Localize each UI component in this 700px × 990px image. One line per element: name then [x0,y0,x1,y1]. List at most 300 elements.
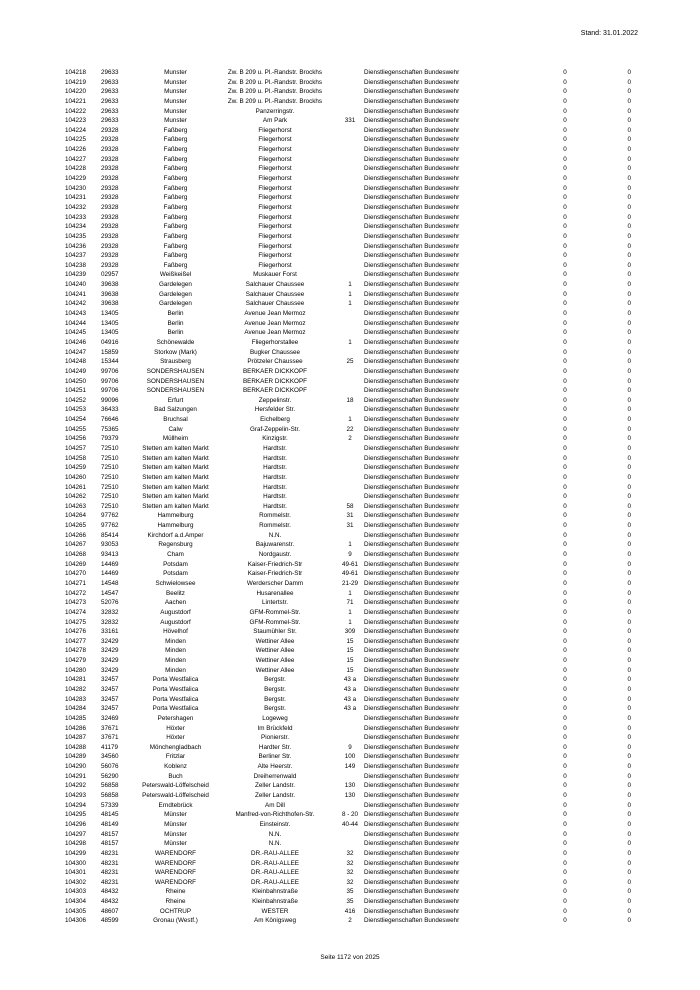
value-a: 0 [563,367,567,375]
row-id: 104263 [65,502,87,510]
house-number: 32 [346,859,354,867]
value-a: 0 [563,232,567,240]
city: Mönchengladbach [149,743,202,751]
table-row [65,328,631,338]
city: Faßberg [163,213,188,221]
street: Kleinbahnstraße [252,888,298,896]
city: Minden [165,647,186,655]
street: Fliegerhorst [258,146,292,154]
value-b: 0 [627,367,631,375]
postal-code: 75365 [101,425,119,433]
house-number: 43 a [343,705,357,713]
property-type: Dienstliegenschaften Bundeswehr [364,560,460,568]
value-a: 0 [563,705,567,713]
row-id: 104229 [65,175,87,183]
house-number [336,386,364,396]
table-row [65,309,631,319]
row-id: 104300 [65,859,87,867]
value-a: 0 [563,425,567,433]
property-type: Dienstliegenschaften Bundeswehr [364,830,460,838]
value-a: 0 [563,599,567,607]
value-a: 0 [563,271,567,279]
value-a: 0 [563,811,567,819]
row-id: 104225 [65,136,87,144]
street: Am Dill [265,801,285,809]
value-a: 0 [563,666,567,674]
city: Faßberg [163,146,188,154]
house-number [336,203,364,213]
value-a: 0 [563,551,567,559]
postal-code: 29633 [101,88,119,96]
city: Porta Westfalica [152,705,199,713]
postal-code: 29328 [101,232,119,240]
property-table [65,68,631,926]
street: Hardter Str. [258,743,292,751]
house-number: 130 [344,782,356,790]
street: Kinzigstr. [262,435,288,443]
street: Dreiherrenwald [253,772,297,780]
street: Kaiser-Friedrich-Str [247,570,303,578]
postal-code: 13405 [101,310,119,318]
property-type: Dienstliegenschaften Bundeswehr [364,146,460,154]
value-b: 0 [627,589,631,597]
property-type: Dienstliegenschaften Bundeswehr [364,69,460,76]
house-number: 331 [344,117,356,125]
value-b: 0 [627,792,631,800]
street: DR.-RAU-ALLEE [251,859,299,867]
postal-code: 34560 [101,753,119,761]
postal-code: 29633 [101,107,119,115]
street: Fliegerhorst [258,252,292,260]
city: Peterswald-Löffelscheid [142,782,209,790]
city: Munster [164,97,187,105]
house-number [336,444,364,454]
row-id: 104286 [65,724,87,732]
city: Bad Salzungen [154,406,197,414]
value-a: 0 [563,628,567,636]
row-id: 104284 [65,705,87,713]
postal-code: 14547 [101,589,119,597]
property-type: Dienstliegenschaften Bundeswehr [364,695,460,703]
row-id: 104277 [65,637,87,645]
property-type: Dienstliegenschaften Bundeswehr [364,377,460,385]
row-id: 104264 [65,512,87,520]
postal-code: 14469 [101,560,119,568]
property-type: Dienstliegenschaften Bundeswehr [364,155,460,163]
value-b: 0 [627,300,631,308]
property-type: Dienstliegenschaften Bundeswehr [364,319,460,327]
value-b: 0 [627,512,631,520]
value-a: 0 [563,300,567,308]
property-type: Dienstliegenschaften Bundeswehr [364,763,460,771]
value-a: 0 [563,869,567,877]
value-b: 0 [627,69,631,76]
city: Berlin [167,329,184,337]
row-id: 104239 [65,271,87,279]
house-number: 31 [346,522,354,530]
city: Buch [168,772,183,780]
property-type: Dienstliegenschaften Bundeswehr [364,483,460,491]
table-row [65,116,631,126]
street: Rommelstr. [259,512,291,520]
row-id: 104305 [65,907,87,915]
table-row [65,704,631,714]
row-id: 104218 [65,69,87,76]
postal-code: 72510 [101,493,119,501]
value-a: 0 [563,888,567,896]
street: Graf-Zeppelin-Str. [249,425,301,433]
property-type: Dienstliegenschaften Bundeswehr [364,772,460,780]
city: SONDERSHAUSEN [146,367,205,375]
value-b: 0 [627,396,631,404]
property-type: Dienstliegenschaften Bundeswehr [364,406,460,414]
property-type: Dienstliegenschaften Bundeswehr [364,107,460,115]
city: Schwielowsee [155,579,196,587]
city: Peterswald-Löffelscheid [142,792,209,800]
value-a: 0 [563,358,567,366]
city: Faßberg [163,136,188,144]
table-row [65,550,631,560]
property-type: Dienstliegenschaften Bundeswehr [364,792,460,800]
city: Erndtebrück [158,801,193,809]
property-type: Dienstliegenschaften Bundeswehr [364,917,460,925]
row-id: 104233 [65,213,87,221]
postal-code: 48231 [101,859,119,867]
property-type: Dienstliegenschaften Bundeswehr [364,329,460,337]
value-a: 0 [563,743,567,751]
page-number: Seite 1172 von 2025 [320,954,380,961]
property-type: Dienstliegenschaften Bundeswehr [364,223,460,231]
city: Cham [167,551,184,559]
row-id: 104251 [65,387,87,395]
property-type: Dienstliegenschaften Bundeswehr [364,310,460,318]
value-a: 0 [563,194,567,202]
property-type: Dienstliegenschaften Bundeswehr [364,676,460,684]
value-b: 0 [627,686,631,693]
table-row [65,685,631,695]
value-a: 0 [563,252,567,260]
city: Faßberg [163,223,188,231]
street: Prötzeler Chaussee [247,358,303,366]
house-number: 1 [348,541,352,549]
value-b: 0 [627,155,631,163]
city: Stetten am kalten Markt [142,444,209,452]
property-type: Dienstliegenschaften Bundeswehr [364,570,460,578]
property-type: Dienstliegenschaften Bundeswehr [364,849,460,857]
property-type: Dienstliegenschaften Bundeswehr [364,203,460,211]
value-a: 0 [563,763,567,771]
table-row [65,820,631,830]
row-id: 104266 [65,531,87,539]
city: Münster [164,820,187,828]
city: Hammelburg [157,512,194,520]
value-a: 0 [563,618,567,626]
value-b: 0 [627,444,631,452]
city: WARENDORF [154,878,197,886]
row-id: 104276 [65,628,87,636]
value-b: 0 [627,647,631,655]
city: Munster [164,69,187,76]
property-type: Dienstliegenschaften Bundeswehr [364,628,460,636]
value-a: 0 [563,97,567,105]
postal-code: 29328 [101,126,119,134]
value-b: 0 [627,541,631,549]
value-b: 0 [627,223,631,231]
house-number: 130 [344,792,356,800]
city: SONDERSHAUSEN [146,377,205,385]
postal-code: 14548 [101,579,119,587]
value-a: 0 [563,146,567,154]
city: Rheine [165,898,186,906]
table-row [65,377,631,387]
value-a: 0 [563,454,567,462]
value-a: 0 [563,69,567,76]
property-type: Dienstliegenschaften Bundeswehr [364,753,460,761]
value-a: 0 [563,560,567,568]
table-row [65,78,631,88]
value-a: 0 [563,512,567,520]
street: Bergstr. [264,695,286,703]
house-number: 43 a [343,695,357,703]
value-b: 0 [627,232,631,240]
postal-code: 32832 [101,608,119,616]
street: Hersfelder Str. [254,406,296,414]
house-number: 15 [346,647,354,655]
house-number: 1 [348,589,352,597]
value-a: 0 [563,78,567,86]
value-a: 0 [563,801,567,809]
property-type: Dienstliegenschaften Bundeswehr [364,396,460,404]
value-b: 0 [627,637,631,645]
postal-code: 29633 [101,69,119,76]
street: DR.-RAU-ALLEE [251,849,299,857]
postal-code: 32429 [101,657,119,665]
property-type: Dienstliegenschaften Bundeswehr [364,801,460,809]
house-number [336,454,364,464]
postal-code: 56858 [101,782,119,790]
property-type: Dienstliegenschaften Bundeswehr [364,888,460,896]
house-number: 100 [344,753,356,761]
value-a: 0 [563,541,567,549]
value-b: 0 [627,811,631,819]
value-b: 0 [627,329,631,337]
property-type: Dienstliegenschaften Bundeswehr [364,734,460,742]
table-row [65,916,631,926]
house-number: 1 [348,608,352,616]
table-row [65,299,631,309]
row-id: 104274 [65,608,87,616]
table-row [65,772,631,782]
postal-code: 02957 [101,271,119,279]
value-a: 0 [563,126,567,134]
row-id: 104260 [65,473,87,481]
property-type: Dienstliegenschaften Bundeswehr [364,184,460,192]
table-row [65,560,631,570]
street: Avenue Jean Mermoz [244,319,306,327]
table-row [65,184,631,194]
property-type: Dienstliegenschaften Bundeswehr [364,840,460,848]
house-number: 9 [348,551,352,559]
city: Erfurt [167,396,184,404]
city: WARENDORF [154,869,197,877]
postal-code: 32429 [101,666,119,674]
value-a: 0 [563,695,567,703]
table-row [65,830,631,840]
value-b: 0 [627,348,631,356]
house-number [336,405,364,415]
property-type: Dienstliegenschaften Bundeswehr [364,213,460,221]
value-b: 0 [627,753,631,761]
table-row [65,511,631,521]
value-b: 0 [627,252,631,260]
house-number: 1 [348,416,352,424]
house-number [336,319,364,329]
value-a: 0 [563,377,567,385]
row-id: 104272 [65,589,87,597]
postal-code: 99706 [101,367,119,375]
house-number: 32 [346,869,354,877]
row-id: 104220 [65,88,87,96]
postal-code: 29328 [101,261,119,269]
city: Storkow (Mark) [154,348,197,356]
city: Müllheim [162,435,189,443]
row-id: 104228 [65,165,87,173]
street: N.N. [268,830,282,838]
house-number [336,184,364,194]
city: Regensburg [158,541,193,549]
property-type: Dienstliegenschaften Bundeswehr [364,271,460,279]
city: Stetten am kalten Markt [142,493,209,501]
street: Zw. B 209 u. Pl.-Randstr. Brockhs [227,69,323,76]
value-a: 0 [563,637,567,645]
city: Stetten am kalten Markt [142,473,209,481]
city: Höxter [166,724,185,732]
city: Augustdorf [160,618,191,626]
house-number [336,213,364,223]
row-id: 104288 [65,743,87,751]
table-row [65,791,631,801]
value-b: 0 [627,97,631,105]
table-row [65,463,631,473]
table-row [65,68,631,78]
city: Strausberg [160,358,191,366]
table-row [65,444,631,454]
city: Höxter [166,734,185,742]
street: GFM-Rommel-Str. [249,608,301,616]
house-number [336,87,364,97]
property-type: Dienstliegenschaften Bundeswehr [364,464,460,472]
table-row [65,492,631,502]
house-number [336,222,364,232]
house-number [336,78,364,88]
house-number: 1 [348,300,352,308]
value-a: 0 [563,676,567,684]
table-row [65,251,631,261]
table-row [65,579,631,589]
city: Fritzlar [165,753,186,761]
value-a: 0 [563,165,567,173]
postal-code: 32457 [101,676,119,684]
house-number: 1 [348,281,352,289]
house-number [336,733,364,743]
value-a: 0 [563,820,567,828]
table-row [65,454,631,464]
value-a: 0 [563,175,567,183]
property-type: Dienstliegenschaften Bundeswehr [364,599,460,607]
house-number [336,463,364,473]
table-row [65,193,631,203]
table-row [65,781,631,791]
value-b: 0 [627,203,631,211]
value-a: 0 [563,464,567,472]
street: Logeweg [262,714,288,722]
value-a: 0 [563,714,567,722]
street: GFM-Rommel-Str. [249,618,301,626]
value-b: 0 [627,840,631,848]
street: Zeller Landstr. [255,792,295,800]
city: Faßberg [163,175,188,183]
table-row [65,675,631,685]
city: Porta Westfalica [152,676,199,684]
house-number [336,174,364,184]
street: BERKAER DICKKOPF [242,387,308,395]
street: Bugker Chaussee [249,348,301,356]
value-a: 0 [563,531,567,539]
value-b: 0 [627,416,631,424]
table-row [65,724,631,734]
property-type: Dienstliegenschaften Bundeswehr [364,907,460,915]
postal-code: 32832 [101,618,119,626]
table-row [65,222,631,232]
city: Potsdam [163,560,188,568]
table-row [65,608,631,618]
house-number: 32 [346,849,354,857]
postal-code: 85414 [101,531,119,539]
property-type: Dienstliegenschaften Bundeswehr [364,175,460,183]
street: Hardtstr. [263,493,287,501]
property-type: Dienstliegenschaften Bundeswehr [364,502,460,510]
table-row [65,232,631,242]
street: Nordgaustr. [258,551,292,559]
street: Am Königsweg [254,917,296,925]
value-a: 0 [563,242,567,250]
house-number: 149 [344,763,356,771]
value-b: 0 [627,310,631,318]
value-a: 0 [563,647,567,655]
street: WESTER [261,907,289,915]
value-b: 0 [627,628,631,636]
postal-code: 72510 [101,502,119,510]
value-b: 0 [627,599,631,607]
house-number: 15 [346,666,354,674]
postal-code: 32457 [101,686,119,693]
row-id: 104241 [65,290,87,298]
street: Hardtstr. [263,454,287,462]
house-number [336,270,364,280]
postal-code: 04916 [101,338,119,346]
postal-code: 48231 [101,869,119,877]
street: Salchauer Chaussee [245,300,305,308]
postal-code: 99706 [101,387,119,395]
city: Stetten am kalten Markt [142,502,209,510]
house-number: 9 [348,743,352,751]
street: Manfred-von-Richthofen-Str. [235,811,315,819]
value-a: 0 [563,416,567,424]
table-row [65,261,631,271]
row-id: 104294 [65,801,87,809]
city: Hövelhof [163,628,188,636]
value-b: 0 [627,377,631,385]
